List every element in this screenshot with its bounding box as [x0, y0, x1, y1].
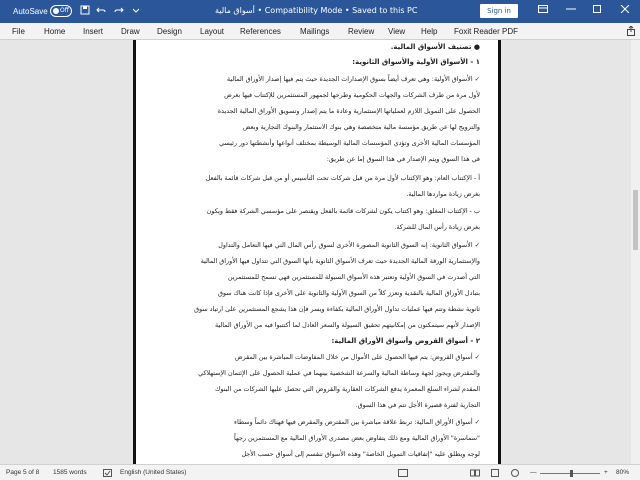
doc-line: في هذا السوق ويتم الإصدار في هذا السوق إما عن طريق: [326, 155, 480, 163]
undo-icon[interactable] [96, 5, 106, 18]
doc-line: بتبادل الأوراق المالية بالنقدية وتعزز كلاً من السوق الأولية والثانوية على الأخرى فإذا كانت هناك سوق [217, 289, 480, 297]
scrollbar-thumb[interactable] [633, 190, 638, 250]
doc-line: ● تصنيف الأسواق المالية. [390, 43, 480, 51]
close-icon[interactable] [616, 3, 634, 19]
doc-line: بغرض زيادة رأس المال للشركة. [394, 223, 480, 231]
minimize-icon[interactable] [562, 3, 580, 19]
tab-design[interactable]: Design [157, 27, 182, 36]
doc-line: ثانوية نشطة وتتم فيها عمليات تداول الأوراق المالية بكفاءة ويسر فإن هذا يشجع المستثمرين على ارتياد سوق [194, 305, 480, 313]
doc-line: والترويج لها عن طريق مؤسسة مالية متخصصة وهي بنوك الاستثمار والبنوك التجارية وبعض [242, 123, 480, 131]
save-icon[interactable] [80, 5, 90, 18]
autosave-label: AutoSave [13, 7, 48, 16]
sign-in-button[interactable]: Sign in [480, 4, 518, 18]
web-layout-icon[interactable] [510, 469, 520, 479]
document-canvas [0, 40, 640, 464]
doc-line: بغرض زيادة مواردها المالية. [406, 190, 480, 198]
doc-line: لوجه ويطلق عليه "إتفاقيات التمويل الخاصة" وهذه الأسواق تنقسم إلى أسواق حسب الأجل [241, 450, 480, 458]
zoom-out-button[interactable]: — [530, 469, 537, 476]
doc-line: ٢ - أسواق القروض وأسواق الأوراق المالية: [331, 337, 480, 345]
zoom-slider-handle[interactable] [570, 470, 573, 477]
tab-draw[interactable]: Draw [121, 27, 140, 36]
doc-line: أ - الإكتتاب العام: وهو الإكتتاب لأول مرة من قبل شركات تحت التأسيس أو من قبل شركات قائمة بالفعل [205, 174, 480, 182]
autosave-toggle[interactable] [50, 5, 72, 17]
autosave-state: Off [60, 7, 69, 14]
document-page[interactable] [133, 40, 501, 464]
doc-line: التي أصدرت في السوق الأولية وتعتبر هذه الأسواق السيولة للمستثمرين فهي تسمح للمستثمرين [227, 273, 480, 281]
zoom-level[interactable]: 80% [616, 469, 630, 476]
tab-view[interactable]: View [388, 27, 406, 36]
doc-line: "سماسرة" الأوراق المالية ومع ذلك يتفاوض بعض مصدري الأوراق المالية مع المستثمرين رجهاً [234, 434, 480, 442]
doc-line: ✓ أسواق القروض: يتم فيها الحصول على الأموال من خلال المفاوضات المباشرة بين المقرض [234, 353, 480, 361]
customize-toolbar-icon[interactable] [132, 5, 140, 18]
doc-line: الإصدار لأنهم سيتمكنون من إمكانيتهم تحقيق السيولة والسعر العادل لما أكتتبوا فيه من الأوراق المالية [214, 321, 480, 329]
doc-line: والإستثمارية الورقة المالية الجديدة حيث تعرف الأسواق الثانوية بأنها السوق التي تتداول فيها الأوراق المالية [200, 257, 480, 265]
status-bar [0, 464, 640, 480]
tab-help[interactable]: Help [421, 27, 438, 36]
doc-line: ب - الإكتتاب المغلق: وهو اكتتاب يكون لشركات قائمة بالفعل ويقتصر على مؤسسي الشركة فقط ويكون [206, 207, 480, 215]
doc-line: المؤسسات المالية الأخرى وتؤدي المؤسسات المالية الوسيطة بمختلف أنواعها وأنشطتها دور رئيسي [219, 139, 480, 147]
tab-insert[interactable]: Insert [83, 27, 104, 36]
ribbon-tabs [0, 23, 640, 40]
doc-line: التجارية لفترة قصيرة الأجل تتم في هذا السوق. [355, 401, 480, 409]
zoom-in-button[interactable]: + [604, 469, 608, 476]
doc-line: والمقترض ويجوز لجهة وساطة المالية والسرعة الشخصية بينهما في عملية الحصول على الإئتمان الإستهلاكي [198, 369, 480, 377]
redo-icon[interactable] [114, 5, 124, 18]
tab-layout[interactable]: Layout [200, 27, 225, 36]
language-status[interactable]: English (United States) [120, 469, 187, 476]
maximize-icon[interactable] [588, 3, 606, 19]
tab-references[interactable]: References [240, 27, 281, 36]
print-layout-icon[interactable] [490, 469, 500, 479]
tab-foxit-reader-pdf[interactable]: Foxit Reader PDF [454, 27, 519, 36]
doc-line: لأول مرة من طرف الشركات والجهات الحكومية وطرحها لجمهور المستثمرين للإكتتاب فيها بغرض [224, 91, 480, 99]
tab-review[interactable]: Review [348, 27, 375, 36]
doc-line: ١ - الأسواق الأولية والأسواق الثانوية: [352, 58, 480, 66]
vertical-scrollbar[interactable] [631, 40, 640, 464]
ribbon-display-icon[interactable] [534, 3, 552, 19]
tab-mailings[interactable]: Mailings [300, 27, 330, 36]
tab-home[interactable]: Home [44, 27, 66, 36]
doc-line: ✓ الأسواق الأولية: وهي تعرف أيضاً بسوق الإصدارات الجديدة حيث يتم فيها إصدار الأوراق المالية [226, 75, 480, 83]
doc-line: الحصول على التمويل اللازم لعملياتها الإستثمارية وعادة ما يتم إصدار وتسويق الأوراق المالية الجديدة [217, 107, 480, 115]
toggle-knob [53, 8, 59, 14]
focus-mode-icon[interactable] [398, 469, 408, 479]
doc-line: المقدم لشراء السلع المعمرة يدفع الشركات العقارية والقروض التي تحصل عليها الشركات من البنوك [215, 385, 480, 393]
page-count[interactable]: Page 5 of 8 [6, 469, 40, 476]
proofing-icon[interactable] [103, 469, 112, 479]
doc-line: ✓ الأسواق الثانوية: إنه السوق الثانوية المصورة الأخرى لسوق رأس المال التي فيها التعامل والتداول [218, 241, 480, 249]
share-icon[interactable] [626, 26, 636, 38]
word-count[interactable]: 1585 words [53, 469, 87, 476]
doc-line: ✓ أسواق الأوراق المالية: تربط علاقة مباشرة بين المقترض والمقرض فيها فهناك دائماً وسطاء [234, 418, 480, 426]
title-bar [0, 0, 640, 23]
read-mode-icon[interactable] [470, 469, 480, 479]
tab-file[interactable]: File [12, 27, 25, 36]
document-title: أسواق مالية • Compatibility Mode • Saved to this PC [215, 6, 418, 15]
